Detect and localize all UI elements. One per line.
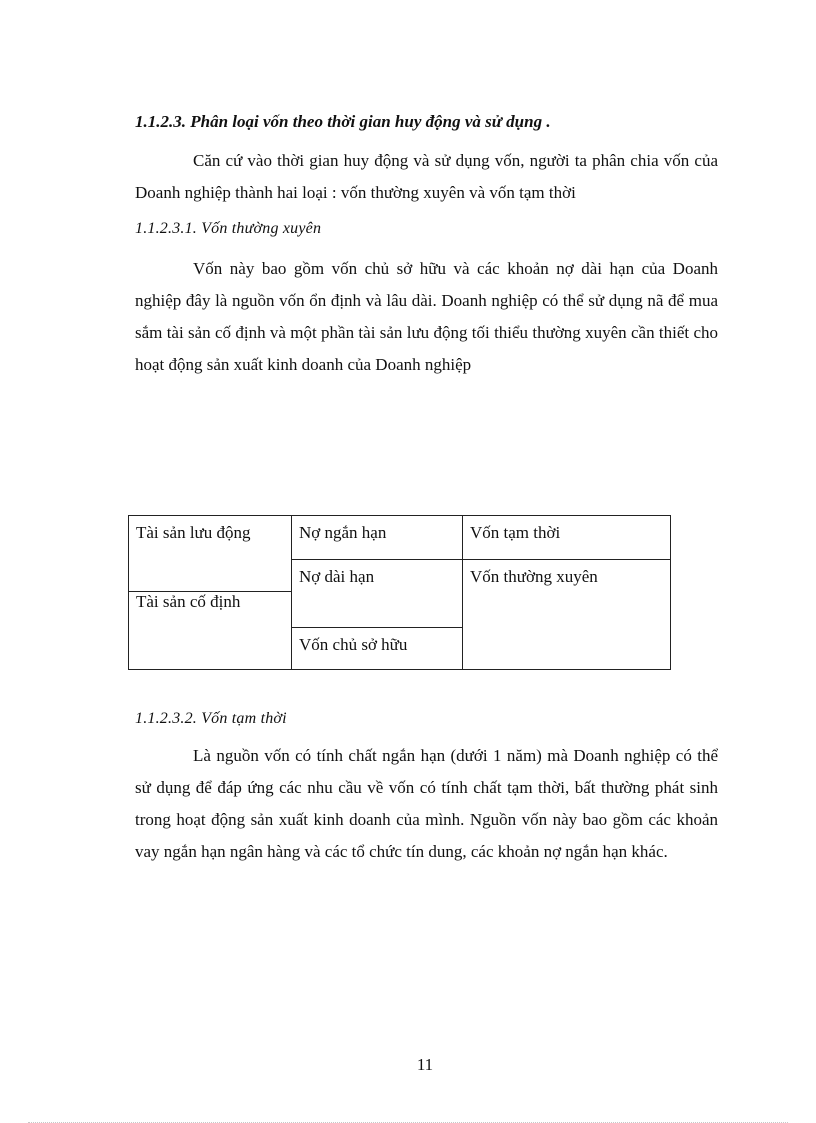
temporary-capital-heading: 1.1.2.3.2. Vốn tạm thời xyxy=(135,710,287,727)
current-assets-cell: Tài sản lưu động xyxy=(136,523,251,542)
permanent-capital-text: Vốn này bao gồm vốn chủ sở hữu và các khoản nợ dài hạn của Doanh nghiệp đây là nguồn vốn ổn định và lâu dài. Doanh nghiệp có thể sử dụng nã để mua sắm tài sản cố định và một phần tài sản lưu động tối thiểu thường xuyên cần thiết cho hoạt động sản xuất kinh doanh của Doanh nghiệp xyxy=(135,259,718,374)
table-divider xyxy=(291,627,462,628)
intro-text: Căn cứ vào thời gian huy động và sử dụng vốn, người ta phân chia vốn của Doanh nghiệp thành hai loại : vốn thường xuyên và vốn tạm thời xyxy=(135,151,718,202)
temporary-capital-paragraph xyxy=(135,740,718,868)
permanent-capital-heading: 1.1.2.3.1. Vốn thường xuyên xyxy=(135,220,322,237)
capital-structure-table xyxy=(128,515,671,670)
table-divider xyxy=(291,559,671,560)
table-divider xyxy=(291,516,292,669)
short-term-debt-cell: Nợ ngắn hạn xyxy=(299,523,387,542)
temporary-capital-text: Là nguồn vốn có tính chất ngắn hạn (dưới 1 năm) mà Doanh nghiệp có thể sử dụng để đáp ứng các nhu cầu về vốn có tính chất tạm thời, bất thường phát sinh trong hoạt động sản xuất kinh doanh của mình. Nguồn vốn này bao gồm các khoản vay ngắn hạn ngân hàng và các tổ chức tín dung, các khoản nợ ngắn hạn khác. xyxy=(135,746,718,861)
fixed-assets-cell: Tài sản cố định xyxy=(136,592,241,611)
intro-paragraph xyxy=(135,145,718,209)
permanent-capital-cell: Vốn thường xuyên xyxy=(470,567,598,586)
equity-cell: Vốn chủ sở hữu xyxy=(299,635,408,654)
temporary-capital-cell: Vốn tạm thời xyxy=(470,523,561,542)
permanent-capital-paragraph xyxy=(135,253,718,381)
long-term-debt-cell: Nợ dài hạn xyxy=(299,567,375,586)
table-divider xyxy=(462,516,463,669)
section-heading: 1.1.2.3. Phân loại vốn theo thời gian huy động và sử dụng . xyxy=(135,112,551,131)
page-number: 11 xyxy=(416,1055,434,1074)
